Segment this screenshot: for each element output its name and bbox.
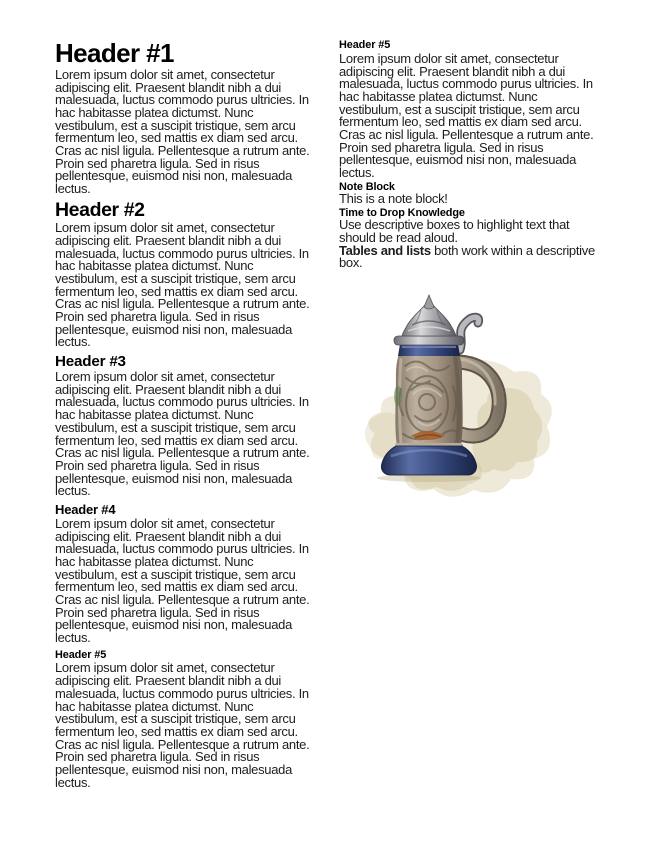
header-4-paragraph: Lorem ipsum dolor sit amet, consectetur adipiscing elit. Praesent blandit nibh a dui malesuada, luctus commodo purus ultricies. In hac habitasse platea dictumst. Nunc vestibulum, est a suscipit tristique, sem arcu fermentum leo, sed mattis ex diam sed arcu. Cras ac nisl ligula. Pellentesque a rutrum ante. Proin sed pharetra ligula. Sed in risus pellentesque, euismod nisi non, malesuada lectus. [55, 515, 310, 645]
header-5-heading: Header #5 [55, 648, 107, 661]
header-5-paragraph: Lorem ipsum dolor sit amet, consectetur adipiscing elit. Praesent blandit nibh a dui malesuada, luctus commodo purus ultricies. In hac habitasse platea dictumst. Nunc vestibulum, est a suscipit tristique, sem arcu fermentum leo, sed mattis ex diam sed arcu. Cras ac nisl ligula. Pellentesque a rutrum ante. Proin sed pharetra ligula. Sed in risus pellentesque, euismod nisi non, malesuada lectus. [55, 660, 310, 790]
knowledge-block-tables-line [339, 242, 597, 271]
left-column [55, 40, 313, 844]
header-5-paragraph-right: Lorem ipsum dolor sit amet, consectetur adipiscing elit. Praesent blandit nibh a dui malesuada, luctus commodo purus ultricies. In hac habitasse platea dictumst. Nunc vestibulum, est a suscipit tristique, sem arcu fermentum leo, sed mattis ex diam sed arcu. Cras ac nisl ligula. Pellentesque a rutrum ante. Proin sed pharetra ligula. Sed in risus pellentesque, euismod nisi non, malesuada lectus. [339, 50, 594, 180]
note-block-title: Note Block [339, 180, 395, 193]
section-header-1 [55, 40, 313, 196]
section-header-5-left [55, 650, 313, 790]
header-4-heading: Header #4 [55, 501, 116, 517]
note-block [339, 182, 597, 206]
section-header-2 [55, 198, 313, 350]
stein-thumblift [460, 317, 479, 350]
header-1-paragraph: Lorem ipsum dolor sit amet, consectetur adipiscing elit. Praesent blandit nibh a dui malesuada, luctus commodo purus ultricies. In hac habitasse platea dictumst. Nunc vestibulum, est a suscipit tristique, sem arcu fermentum leo, sed mattis ex diam sed arcu. Cras ac nisl ligula. Pellentesque a rutrum ante. Proin sed pharetra ligula. Sed in risus pellentesque, euismod nisi non, malesuada lectus. [55, 67, 310, 197]
header-5-heading-right: Header #5 [339, 39, 391, 51]
header-2-paragraph: Lorem ipsum dolor sit amet, consectetur adipiscing elit. Praesent blandit nibh a dui malesuada, luctus commodo purus ultricies. In hac habitasse platea dictumst. Nunc vestibulum, est a suscipit tristique, sem arcu fermentum leo, sed mattis ex diam sed arcu. Cras ac nisl ligula. Pellentesque a rutrum ante. Proin sed pharetra ligula. Sed in risus pellentesque, euismod nisi non, malesuada lectus. [55, 220, 310, 350]
stein-figure [349, 294, 597, 511]
header-1-heading: Header #1 [55, 38, 174, 68]
stein-lid [394, 295, 464, 345]
header-3-heading: Header #3 [55, 352, 126, 370]
right-column [339, 40, 597, 844]
beer-stein-illustration [349, 294, 561, 506]
note-block-body: This is a note block! [339, 191, 448, 207]
tables-and-lists-bold: Tables and lists [339, 242, 431, 258]
stein-foot [381, 443, 476, 475]
header-3-paragraph: Lorem ipsum dolor sit amet, consectetur adipiscing elit. Praesent blandit nibh a dui malesuada, luctus commodo purus ultricies. In hac habitasse platea dictumst. Nunc vestibulum, est a suscipit tristique, sem arcu fermentum leo, sed mattis ex diam sed arcu. Cras ac nisl ligula. Pellentesque a rutrum ante. Proin sed pharetra ligula. Sed in risus pellentesque, euismod nisi non, malesuada lectus. [55, 369, 310, 499]
knowledge-block-title: Time to Drop Knowledge [339, 206, 465, 219]
tables-and-lists-rest: both work within a descriptive box. [339, 242, 595, 271]
section-header-4 [55, 503, 313, 645]
section-header-3 [55, 354, 313, 498]
header-2-heading: Header #2 [55, 198, 145, 221]
stein-body [394, 354, 463, 446]
knowledge-block-body: Use descriptive boxes to highlight text that should be read aloud. [339, 217, 570, 245]
stein-top-band [398, 344, 460, 356]
knowledge-block [339, 208, 597, 270]
section-header-5-right [339, 40, 597, 180]
